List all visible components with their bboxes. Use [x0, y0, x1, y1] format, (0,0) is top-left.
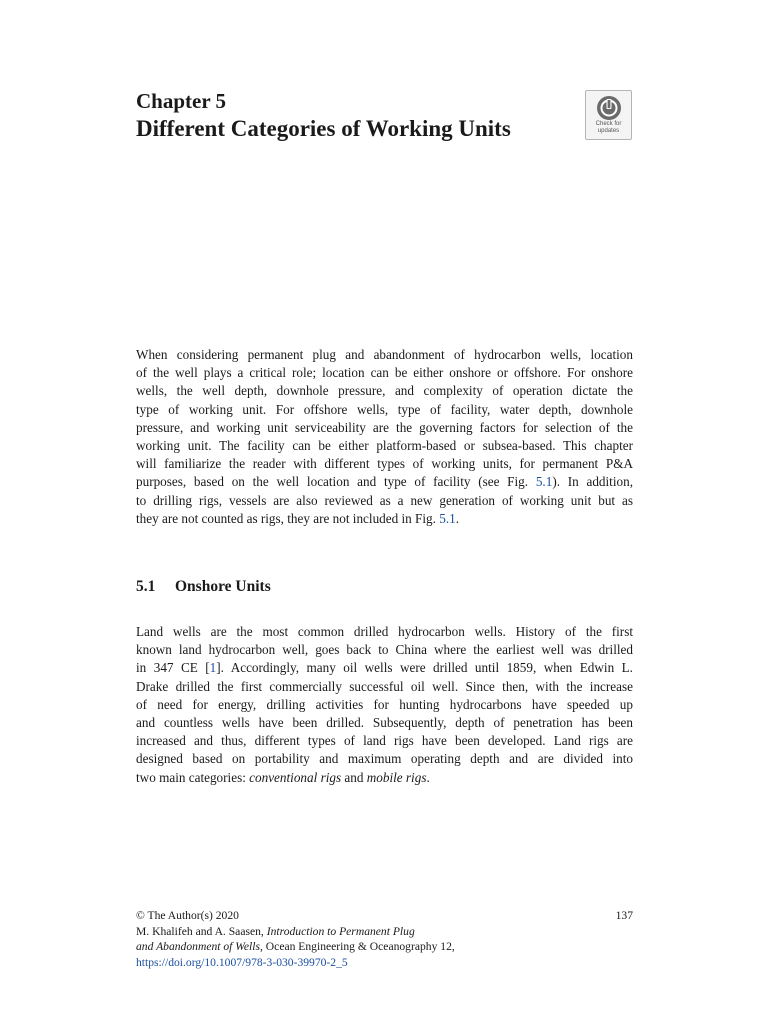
intro-line: pressure, and working unit serviceability are the governing factors for selection of the [136, 419, 633, 435]
body-line: Land wells are the most common drilled hydrocarbon wells. History of the first [136, 624, 633, 639]
body-line: known land hydrocarbon well, goes back to China where the earliest well was drilled [136, 642, 633, 658]
chapter-label: Chapter 5 [136, 89, 227, 113]
check-for-updates-icon [596, 95, 622, 121]
body-line: of need for energy, drilling activities for hunting hydrocarbons have speeded up [136, 696, 633, 712]
badge-line-2: updates [597, 127, 620, 134]
intro-line: When considering permanent plug and abandonment of hydrocarbon wells, location [136, 347, 633, 362]
intro-paragraph [136, 346, 633, 528]
body-line: two main categories: conventional rigs and mobile rigs. [136, 769, 430, 785]
section-heading [136, 577, 271, 597]
intro-line: to drilling rigs, vessels are also reviewed as a new generation of working unit but as [136, 492, 633, 508]
term-mobile-rigs: mobile rigs [366, 769, 427, 785]
badge-line-1: Check for [595, 121, 622, 127]
doi-link[interactable]: https://doi.org/10.1007/978-3-030-39970-2_5 [136, 955, 348, 969]
intro-line: they are not counted as rigs, they are not included in Fig. 5.1. [136, 510, 460, 526]
book-title-cont: and Abandonment of Wells [136, 940, 260, 953]
book-title: Introduction to Permanent Plug [266, 924, 415, 938]
citation-series: and Abandonment of Wells, Ocean Engineering & Oceanography 12, [136, 940, 455, 953]
figure-link[interactable]: 5.1 [439, 510, 456, 526]
body-line: designed based on portability and maximum operating depth and are divided into [136, 751, 633, 767]
body-line: Drake drilled the first commercially successful oil well. Since then, with the increase [136, 678, 633, 694]
intro-line: working unit. The facility can be either platform-based or subsea-based. This chapter [136, 438, 633, 454]
citation-authors: M. Khalifeh and A. Saasen, Introduction to Permanent Plug [136, 924, 415, 938]
body-paragraph [136, 623, 633, 787]
page-number: 137 [615, 909, 633, 922]
check-for-updates-badge[interactable] [585, 90, 632, 140]
body-line: increased and thus, different types of land rigs have been developed. Land rigs are [136, 733, 633, 749]
intro-line: purposes, based on the well location and type of facility (see Fig. 5.1). In addition, [136, 474, 633, 490]
copyright: © The Author(s) 2020 [136, 909, 239, 922]
intro-line: wells, the well depth, downhole pressure, and complexity of operation dictate the [136, 383, 633, 399]
intro-line: of the well plays a critical role; location can be either onshore or offshore. For onshore [136, 365, 633, 381]
intro-line: will familiarize the reader with different types of working units, for permanent P&A [136, 456, 633, 472]
term-conventional-rigs: conventional rigs [249, 769, 342, 785]
intro-line: type of working unit. For offshore wells, type of facility, water depth, downhole [136, 401, 633, 417]
chapter-title: Different Categories of Working Units [136, 116, 511, 141]
section-number: 5.1 [136, 578, 156, 595]
body-line: and countless wells have been drilled. Subsequently, depth of penetration has been [136, 715, 633, 731]
citation-link[interactable]: 1 [209, 660, 217, 676]
body-line: in 347 CE [1]. Accordingly, many oil wells were drilled until 1859, when Edwin L. [136, 660, 633, 676]
footer [136, 908, 633, 970]
figure-link[interactable]: 5.1 [535, 474, 553, 490]
section-title: Onshore Units [175, 578, 271, 595]
